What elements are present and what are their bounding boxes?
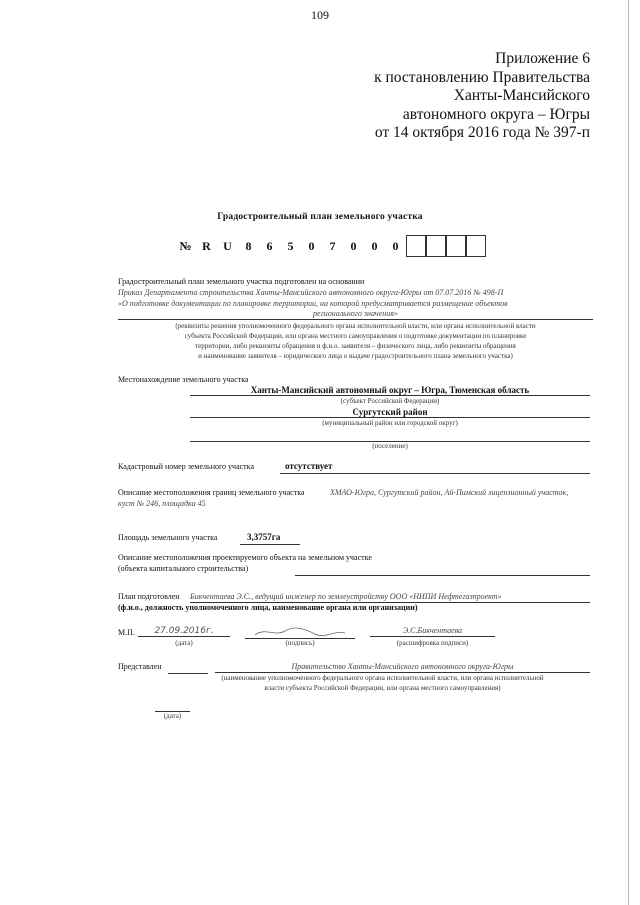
- plan-number-empty-cell: [426, 235, 446, 257]
- basis-hint-2: субъекта Российской Федерации, или органа местного самоуправления о подготовке документации по планировке: [184, 332, 527, 340]
- signature-date-value: 27.09.2016г.: [138, 626, 230, 637]
- boundaries-value-line-1: ХМАО-Югра, Сургутский район, Ай-Пимский лицензионный участок,: [330, 488, 569, 497]
- plan-number-cell: 7: [329, 239, 336, 253]
- location-subject: Ханты-Мансийский автономный округ – Югра, Тюменская область: [190, 385, 590, 396]
- plan-number-empty-cell: [446, 235, 466, 257]
- location-settlement-hint: (поселение): [372, 442, 408, 450]
- area-value: 3,3757га: [247, 532, 281, 542]
- plan-number-cell: R: [202, 239, 211, 253]
- submitted-hint-1: (наименование уполномоченного федерального органа исполнительной власти, или органа исполнительной: [221, 674, 544, 682]
- plan-number-cell: 0: [350, 239, 357, 253]
- signature-name-value: Э.С.Бикчентаева: [370, 626, 495, 637]
- plan-number-cell: №: [179, 239, 192, 253]
- location-district: Сургутский район: [190, 407, 590, 418]
- submitted-value: Правительство Ханты-Мансийского автономного округа-Югры: [215, 662, 590, 673]
- area-label: Площадь земельного участка: [118, 533, 218, 542]
- prepared-by-label: План подготовлен: [118, 592, 180, 601]
- object-line: [295, 574, 590, 576]
- appendix-header: [270, 50, 590, 143]
- plan-number: [175, 235, 486, 257]
- signature-name-hint: (расшифровка подписи): [396, 639, 469, 647]
- handwritten-signature: [245, 625, 355, 639]
- scan-edge: [628, 0, 629, 905]
- basis-value-line-2: «О подготовке документации по планировке территории, на которой предусматривается размещение объектов: [118, 299, 508, 308]
- mp-label: М.П.: [118, 628, 135, 637]
- appendix-line-1: Приложение 6: [495, 50, 590, 67]
- plan-number-cell: 0: [308, 239, 315, 253]
- appendix-line-3: Ханты-Мансийского: [453, 87, 590, 104]
- signature-sign-hint: (подпись): [285, 639, 315, 647]
- cadastral-line: [280, 472, 590, 474]
- plan-number-cell: 6: [266, 239, 273, 253]
- object-label-2: (объекта капитального строительства): [118, 564, 249, 573]
- page-number: 109: [311, 8, 329, 22]
- location-label: Местонахождение земельного участка: [118, 375, 249, 384]
- basis-value-line-3: регионального значения»: [118, 309, 593, 320]
- submitted-label: Представлен: [118, 662, 162, 671]
- prepared-by-value: Бикчентаева Э.С., ведущий инженер по землеустройству ООО «НИПИ Нефтегазпроект»: [190, 592, 590, 603]
- signature-date-hint: (дата): [175, 639, 193, 647]
- basis-hint-3: территории, либо реквизиты обращения и ф.и.о. заявителя – физического лица, либо реквизиты обращения: [195, 342, 516, 350]
- submitted-hint-2: власти субъекта Российской Федерации, или органа местного самоуправления): [264, 684, 501, 692]
- plan-number-cell: 0: [392, 239, 399, 253]
- basis-value-line-1: Приказ Департамента строительства Ханты-Мансийского автономного округа-Югры от 07.07.2016 № 498-П: [118, 288, 504, 297]
- plan-number-cell: U: [223, 239, 232, 253]
- object-label-1: Описание местоположения проектируемого объекта на земельном участке: [118, 553, 372, 562]
- plan-number-empty-cell: [406, 235, 426, 257]
- area-line: [240, 543, 300, 545]
- basis-hint-1: (реквизиты решения уполномоченного федерального органа исполнительной власти, или органа исполнительной власти: [175, 322, 536, 330]
- basis-hint-4: и наименование заявителя – юридического лица о выдаче градостроительного плана земельного участка): [198, 352, 513, 360]
- appendix-line-2: к постановлению Правительства: [374, 68, 590, 86]
- plan-number-cell: 8: [245, 239, 252, 253]
- appendix-line-4: автономного округа – Югры: [402, 105, 590, 123]
- cadastral-label: Кадастровый номер земельного участка: [118, 462, 254, 471]
- location-subject-hint: (субъект Российской Федерации): [340, 397, 440, 405]
- plan-number-empty-cell: [466, 235, 486, 257]
- plan-number-cell: 5: [287, 239, 294, 253]
- location-district-hint: (муниципальный район или городской округ): [322, 419, 458, 427]
- appendix-line-5: от 14 октября 2016 года № 397-п: [374, 124, 590, 141]
- basis-label: Градостроительный план земельного участка подготовлен на основании: [118, 277, 365, 286]
- plan-number-cell: 0: [371, 239, 378, 253]
- boundaries-value-line-2: куст № 246, площадка 45: [118, 499, 206, 508]
- prepared-by-hint: (ф.и.о., должность уполномоченного лица, наименование органа или организации): [118, 603, 418, 612]
- cadastral-value: отсутствует: [285, 461, 333, 471]
- submitted-date-hint: (дата): [163, 712, 182, 720]
- boundaries-label: Описание местоположения границ земельного участка: [118, 488, 305, 497]
- plan-title: Градостроительный план земельного участка: [217, 212, 423, 222]
